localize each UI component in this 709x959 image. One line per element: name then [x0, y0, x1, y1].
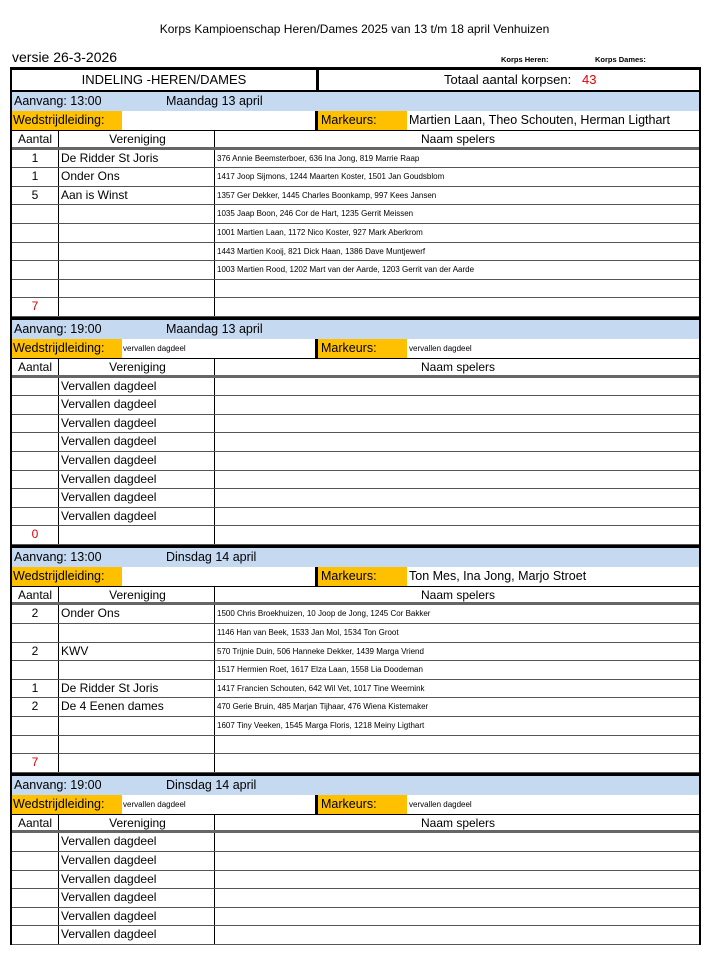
session-day: Maandag 13 april — [166, 321, 263, 336]
start-time: Aanvang: 13:00 — [14, 549, 102, 564]
table-row — [12, 889, 699, 908]
session-start-row — [12, 776, 699, 795]
aantal-cell: 5 — [12, 187, 59, 205]
table-row — [12, 680, 699, 699]
markeurs-value: Martien Laan, Theo Schouten, Herman Ligthart — [409, 113, 671, 127]
vereniging-cell: Vervallen dagdeel — [59, 908, 215, 926]
table-row — [12, 717, 699, 736]
vereniging-cell — [59, 280, 215, 298]
session-day: Dinsdag 14 april — [166, 549, 257, 564]
players-cell — [215, 736, 699, 754]
total-korpsen — [319, 70, 699, 90]
vereniging-cell: Vervallen dagdeel — [59, 871, 215, 889]
players-cell: 1607 Tiny Veeken, 1545 Marga Floris, 1218 Meiny Ligthart — [217, 721, 425, 731]
players-cell — [215, 508, 699, 526]
document-title: Korps Kampioenschap Heren/Dames 2025 van 13 t/m 18 april Venhuizen — [159, 22, 550, 36]
table-row — [12, 605, 699, 624]
col-vereniging: Vereniging — [59, 815, 215, 831]
aantal-cell — [12, 396, 59, 414]
session-section — [12, 776, 699, 945]
column-header-row — [12, 815, 699, 834]
table-row — [12, 452, 699, 471]
aantal-cell — [12, 261, 59, 279]
wedstrijdleiding-value — [122, 111, 315, 130]
wedstrijdleiding-value — [122, 567, 315, 586]
vereniging-cell: Vervallen dagdeel — [59, 889, 215, 907]
col-aantal: Aantal — [12, 815, 59, 831]
empty-cell — [59, 754, 215, 772]
vereniging-cell: Vervallen dagdeel — [59, 378, 215, 396]
session-day: Maandag 13 april — [166, 94, 263, 108]
korps-heren-label: Korps Heren: — [501, 55, 549, 64]
indeling-heading: INDELING -HEREN/DAMES — [12, 70, 319, 90]
total-count: 0 — [12, 526, 59, 544]
players-cell: 1357 Ger Dekker, 1445 Charles Boonkamp, 997 Kees Jansen — [217, 190, 437, 200]
table-row — [12, 871, 699, 890]
aantal-cell — [12, 415, 59, 433]
total-count: 7 — [12, 754, 59, 772]
table-row — [12, 508, 699, 527]
table-row — [12, 661, 699, 680]
players-cell: 1417 Joop Sijmons, 1244 Maarten Koster, 1501 Jan Goudsblom — [217, 172, 445, 182]
vereniging-cell — [59, 224, 215, 242]
players-cell — [215, 908, 699, 926]
table-row — [12, 698, 699, 717]
aantal-cell: 2 — [12, 643, 59, 661]
session-start-row — [12, 92, 699, 111]
aantal-cell — [12, 433, 59, 451]
table-row — [12, 926, 699, 945]
players-cell — [215, 889, 699, 907]
empty-cell — [59, 526, 215, 544]
vereniging-cell: Vervallen dagdeel — [59, 433, 215, 451]
table-row — [12, 280, 699, 299]
vereniging-cell — [59, 243, 215, 261]
table-row — [12, 243, 699, 262]
total-value: 43 — [582, 72, 597, 87]
officials-row — [12, 567, 699, 587]
vereniging-cell: Vervallen dagdeel — [59, 396, 215, 414]
column-header-row — [12, 131, 699, 150]
table-row — [12, 150, 699, 169]
table-row — [12, 187, 699, 206]
table-row — [12, 489, 699, 508]
table-row — [12, 852, 699, 871]
aantal-cell — [12, 833, 59, 851]
aantal-cell: 2 — [12, 698, 59, 716]
players-cell — [215, 471, 699, 489]
aantal-cell — [12, 852, 59, 870]
vereniging-cell: De 4 Eenen dames — [59, 698, 215, 716]
vereniging-cell — [59, 661, 215, 679]
aantal-cell — [12, 736, 59, 754]
wedstrijdleiding-value: vervallen dagdeel — [123, 343, 186, 353]
aantal-cell — [12, 908, 59, 926]
sheet-header — [12, 67, 699, 92]
vereniging-cell: De Ridder St Joris — [59, 680, 215, 698]
aantal-cell — [12, 471, 59, 489]
sections — [12, 92, 699, 945]
version-label: versie 26-3-2026 — [12, 49, 118, 65]
aantal-cell: 1 — [12, 168, 59, 186]
players-cell — [215, 852, 699, 870]
vereniging-cell: Aan is Winst — [59, 187, 215, 205]
aantal-cell — [12, 717, 59, 735]
aantal-cell — [12, 889, 59, 907]
vereniging-cell — [59, 261, 215, 279]
players-cell: 470 Gerie Bruin, 485 Marjan Tijhaar, 476 Wiena Kistemaker — [217, 702, 429, 712]
markeurs-value: vervallen dagdeel — [409, 799, 472, 809]
players-cell — [215, 280, 699, 298]
aantal-cell — [12, 508, 59, 526]
vereniging-cell: Onder Ons — [59, 168, 215, 186]
players-cell — [215, 926, 699, 944]
table-row — [12, 261, 699, 280]
start-time: Aanvang: 19:00 — [14, 321, 102, 336]
players-cell — [215, 452, 699, 470]
vereniging-cell: Vervallen dagdeel — [59, 926, 215, 944]
start-time: Aanvang: 19:00 — [14, 777, 102, 792]
session-day: Dinsdag 14 april — [166, 777, 257, 792]
aantal-cell — [12, 280, 59, 298]
table-row — [12, 471, 699, 490]
wedstrijdleiding-label: Wedstrijdleiding: — [12, 339, 122, 358]
aantal-cell — [12, 243, 59, 261]
empty-cell — [215, 298, 699, 316]
vereniging-cell: Vervallen dagdeel — [59, 508, 215, 526]
players-cell: 570 Trijnie Duin, 506 Hanneke Dekker, 1439 Marga Vriend — [217, 646, 424, 656]
table-row — [12, 168, 699, 187]
players-cell: 1417 Francien Schouten, 642 Wil Vet, 1017 Tine Weernink — [217, 683, 425, 693]
column-header-row — [12, 359, 699, 378]
players-cell — [215, 378, 699, 396]
table-row — [12, 736, 699, 755]
wedstrijdleiding-label: Wedstrijdleiding: — [12, 795, 122, 814]
aantal-cell: 2 — [12, 605, 59, 623]
players-cell — [215, 433, 699, 451]
markeurs-value: Ton Mes, Ina Jong, Marjo Stroet — [409, 568, 587, 583]
vereniging-cell: Vervallen dagdeel — [59, 452, 215, 470]
col-naam-spelers: Naam spelers — [420, 587, 496, 602]
aantal-cell — [12, 224, 59, 242]
table-row — [12, 415, 699, 434]
players-cell: 1500 Chris Broekhuizen, 10 Joop de Jong, 1245 Cor Bakker — [217, 609, 431, 619]
column-header-row — [12, 587, 699, 606]
session-section — [12, 548, 699, 776]
session-section — [12, 320, 699, 548]
vereniging-cell: Vervallen dagdeel — [59, 415, 215, 433]
table-row — [12, 378, 699, 397]
markeurs-label: Markeurs: — [315, 339, 407, 358]
aantal-cell — [12, 661, 59, 679]
col-vereniging: Vereniging — [59, 587, 215, 603]
players-cell: 1517 Hermien Roet, 1617 Elza Laan, 1558 Lia Doodeman — [217, 665, 423, 675]
vereniging-cell: Vervallen dagdeel — [59, 852, 215, 870]
total-row — [12, 754, 699, 773]
vereniging-cell: Vervallen dagdeel — [59, 471, 215, 489]
vereniging-cell: Vervallen dagdeel — [59, 489, 215, 507]
table-row — [12, 643, 699, 662]
aantal-cell — [12, 378, 59, 396]
players-cell: 1003 Martien Rood, 1202 Mart van der Aarde, 1203 Gerrit van der Aarde — [217, 265, 475, 275]
players-cell — [215, 489, 699, 507]
vereniging-cell — [59, 205, 215, 223]
table-row — [12, 908, 699, 927]
total-row — [12, 298, 699, 317]
session-start-row — [12, 548, 699, 567]
aantal-cell — [12, 871, 59, 889]
players-cell: 1035 Jaap Boon, 246 Cor de Hart, 1235 Gerrit Meissen — [217, 209, 414, 219]
empty-cell — [215, 754, 699, 772]
table-row — [12, 224, 699, 243]
vereniging-cell — [59, 736, 215, 754]
session-section — [12, 92, 699, 320]
vereniging-cell — [59, 624, 215, 642]
aantal-cell — [12, 205, 59, 223]
aantal-cell: 1 — [12, 150, 59, 168]
table-row — [12, 396, 699, 415]
markeurs-value: vervallen dagdeel — [409, 343, 472, 353]
col-naam-spelers: Naam spelers — [420, 132, 496, 146]
vereniging-cell: De Ridder St Joris — [59, 150, 215, 168]
aantal-cell — [12, 452, 59, 470]
markeurs-label: Markeurs: — [315, 111, 407, 130]
vereniging-cell: Onder Ons — [59, 605, 215, 623]
aantal-cell: 1 — [12, 680, 59, 698]
players-cell: 1001 Martien Laan, 1172 Nico Koster, 927 Mark Aberkrom — [217, 227, 423, 237]
table-row — [12, 433, 699, 452]
col-aantal: Aantal — [12, 359, 59, 375]
players-cell — [215, 871, 699, 889]
empty-cell — [215, 526, 699, 544]
officials-row — [12, 111, 699, 131]
table-row — [12, 833, 699, 852]
col-naam-spelers: Naam spelers — [420, 815, 496, 830]
wedstrijdleiding-label: Wedstrijdleiding: — [12, 567, 122, 586]
wedstrijdleiding-label: Wedstrijdleiding: — [12, 111, 122, 130]
table-row — [12, 624, 699, 643]
total-count: 7 — [12, 298, 59, 316]
vereniging-cell: Vervallen dagdeel — [59, 833, 215, 851]
markeurs-label: Markeurs: — [315, 795, 407, 814]
empty-cell — [59, 298, 215, 316]
players-cell: 376 Annie Beemsterboer, 636 Ina Jong, 819 Marrie Raap — [217, 153, 420, 163]
markeurs-label: Markeurs: — [315, 567, 407, 586]
players-cell — [215, 833, 699, 851]
aantal-cell — [12, 926, 59, 944]
wedstrijdleiding-value: vervallen dagdeel — [123, 799, 186, 809]
total-row — [12, 526, 699, 545]
aantal-cell — [12, 624, 59, 642]
col-aantal: Aantal — [12, 587, 59, 603]
col-vereniging: Vereniging — [59, 131, 215, 147]
col-aantal: Aantal — [12, 131, 59, 147]
officials-row — [12, 795, 699, 815]
korps-dames-label: Korps Dames: — [595, 55, 646, 64]
table-row — [12, 205, 699, 224]
vereniging-cell: KWV — [59, 643, 215, 661]
session-start-row — [12, 320, 699, 339]
players-cell: 1443 Martien Kooij, 821 Dick Haan, 1386 Dave Muntjewerf — [217, 246, 426, 256]
schedule-sheet — [10, 67, 701, 945]
total-label: Totaal aantal korpsen: — [444, 72, 572, 87]
players-cell: 1146 Han van Beek, 1533 Jan Mol, 1534 Ton Groot — [217, 628, 399, 638]
col-naam-spelers: Naam spelers — [420, 359, 496, 374]
players-cell — [215, 415, 699, 433]
vereniging-cell — [59, 717, 215, 735]
officials-row — [12, 339, 699, 359]
aantal-cell — [12, 489, 59, 507]
start-time: Aanvang: 13:00 — [14, 94, 102, 108]
col-vereniging: Vereniging — [59, 359, 215, 375]
players-cell — [215, 396, 699, 414]
